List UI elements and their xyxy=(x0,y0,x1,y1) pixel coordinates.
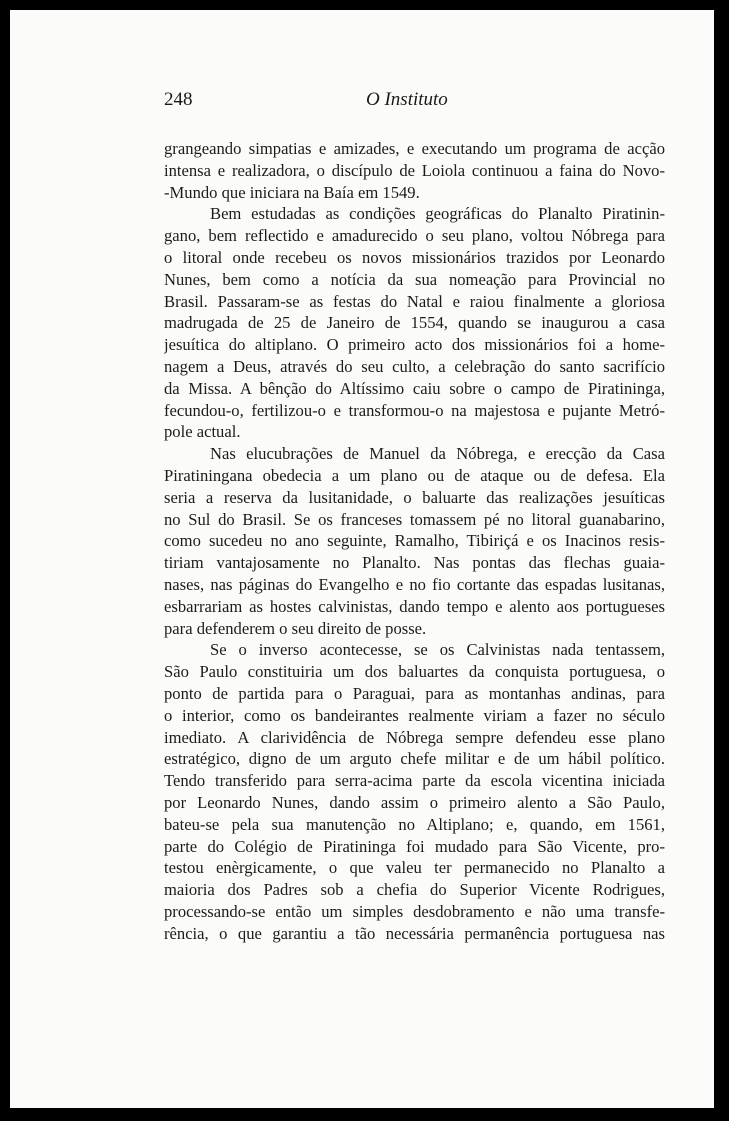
text-line: nases, nas páginas do Evangelho e no fio cortante das espadas lusitanas, xyxy=(164,574,665,594)
text-line: Bem estudadas as condições geográficas do Planalto Piratinin- xyxy=(210,204,665,224)
text-line: por Leonardo Nunes, dando assim o primeiro alento a São Paulo, xyxy=(164,792,665,812)
text-line: gano, bem reflectido e amadurecido o seu plano, voltou Nóbrega para xyxy=(164,226,665,246)
text-line: São Paulo constituiria um dos baluartes da conquista portuguesa, o xyxy=(164,662,665,682)
text-line: seria a reserva da lusitanidade, o baluarte das realizações jesuíticas xyxy=(164,487,665,507)
text-line: fecundou-o, fertilizou-o e transformou-o na majestosa e pujante Metró- xyxy=(164,400,665,420)
body-text xyxy=(164,138,665,944)
text-line: esbarrariam as hostes calvinistas, dando tempo e alento aos portugueses xyxy=(164,596,665,616)
text-line: estratégico, digno de um arguto chefe militar e de um hábil político. xyxy=(164,749,665,769)
text-line: parte do Colégio de Piratininga foi mudado para São Vicente, pro- xyxy=(164,836,665,856)
text-line: jesuítica do altiplano. O primeiro acto dos missionários foi a home- xyxy=(164,335,665,355)
text-line: rência, o que garantiu a tão necessária permanência portuguesa nas xyxy=(164,923,665,943)
running-head xyxy=(164,89,584,115)
text-line: como sucedeu no ano seguinte, Ramalho, Tibiriçá e os Inacinos resis- xyxy=(164,531,665,551)
text-line: pole actual. xyxy=(164,422,241,442)
book-page xyxy=(10,10,714,1108)
text-line: maioria dos Padres sob a chefia do Superior Vicente Rodrigues, xyxy=(164,880,665,900)
text-line: -Mundo que iniciara na Baía em 1549. xyxy=(164,182,420,202)
text-line: testou enèrgicamente, o que valeu ter permanecido no Planalto a xyxy=(164,858,665,878)
text-line: bateu-se pela sua manutenção no Altiplano; e, quando, em 1561, xyxy=(164,814,665,834)
text-line: o litoral onde recebeu os novos missionários trazidos por Leonardo xyxy=(164,247,665,267)
text-line: o interior, como os bandeirantes realmente viriam a fazer no século xyxy=(164,705,665,725)
text-line: Tendo transferido para serra-acima parte da escola vicentina iniciada xyxy=(164,771,665,791)
text-line: Nas elucubrações de Manuel da Nóbrega, e erecção da Casa xyxy=(210,444,665,464)
text-line: Se o inverso acontecesse, se os Calvinistas nada tentassem, xyxy=(210,640,665,660)
text-line: ponto de partida para o Paraguai, para as montanhas andinas, para xyxy=(164,683,665,703)
text-line: nagem a Deus, através do seu culto, a celebração do santo sacrifício xyxy=(164,356,665,376)
text-line: intensa e realizadora, o discípulo de Loiola continuou a faina do Novo- xyxy=(164,160,665,180)
text-line: madrugada de 25 de Janeiro de 1554, quando se inaugurou a casa xyxy=(164,313,665,333)
text-line: processando-se então um simples desdobramento e não uma transfe- xyxy=(164,901,665,921)
text-line: imediato. A clarividência de Nóbrega sempre defendeu esse plano xyxy=(164,727,665,747)
text-line: Piratiningana obedecia a um plano ou de ataque ou de defesa. Ela xyxy=(164,465,665,485)
text-line: grangeando simpatias e amizades, e executando um programa de acção xyxy=(164,139,665,158)
text-line: para defenderem o seu direito de posse. xyxy=(164,618,427,638)
text-line: Brasil. Passaram-se as festas do Natal e raiou finalmente a gloriosa xyxy=(164,291,665,311)
text-line: da Missa. A bênção do Altíssimo caiu sobre o campo de Piratininga, xyxy=(164,378,665,398)
text-line: tiriam vantajosamente no Planalto. Nas pontas das flechas guaia- xyxy=(164,553,665,573)
text-line: no Sul do Brasil. Se os franceses tomassem pé no litoral guanabarino, xyxy=(164,509,665,529)
running-title: O Instituto xyxy=(366,89,448,110)
page-number: 248 xyxy=(164,89,193,110)
text-line: Nunes, bem como a notícia da sua nomeação para Provincial no xyxy=(164,269,665,289)
